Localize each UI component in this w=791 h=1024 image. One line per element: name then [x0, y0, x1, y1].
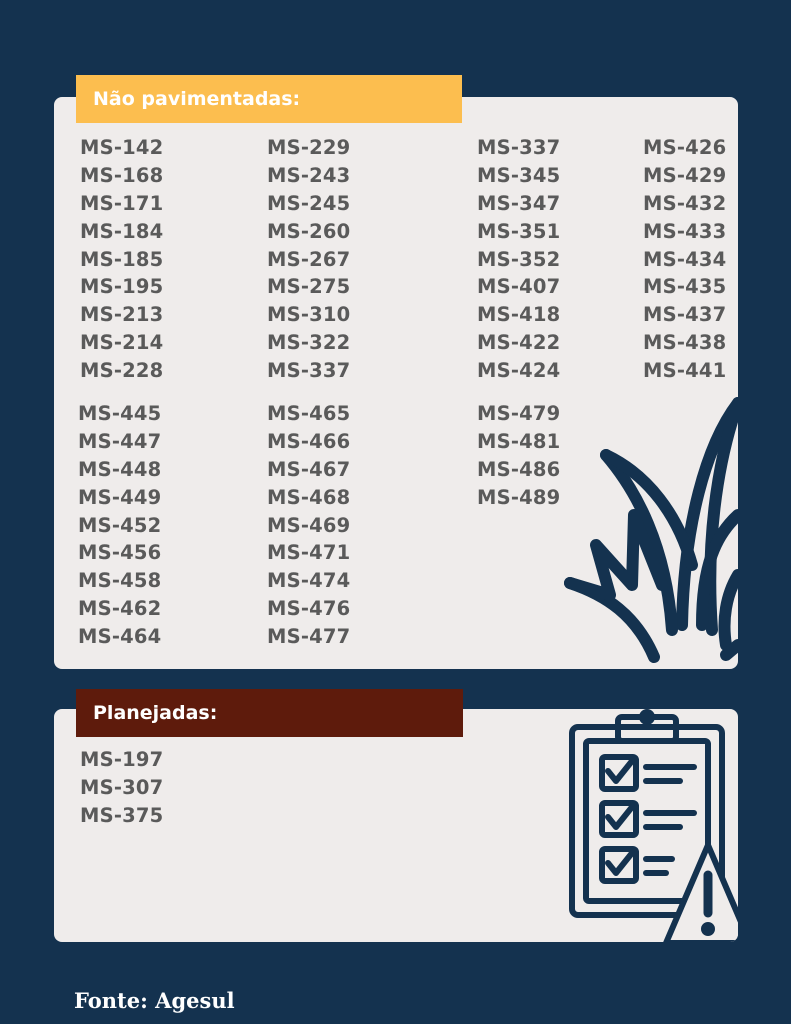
road-code: MS-437: [643, 303, 727, 327]
road-code: MS-467: [267, 457, 351, 481]
road-code: MS-471: [267, 541, 351, 565]
road-code: MS-337: [267, 359, 351, 383]
road-code: MS-197: [80, 748, 164, 771]
unpaved-column-2: [267, 134, 350, 385]
road-code: MS-426: [643, 136, 727, 159]
road-code: MS-434: [643, 247, 727, 271]
road-code: MS-462: [78, 597, 162, 621]
road-code: MS-418: [477, 303, 561, 327]
road-code: MS-275: [267, 275, 351, 299]
road-code: MS-422: [477, 331, 561, 355]
planned-roads-title: Planejadas:: [76, 689, 463, 737]
road-code: MS-447: [78, 429, 162, 453]
road-code: MS-375: [80, 803, 164, 827]
road-code: MS-456: [78, 541, 162, 565]
road-code: MS-474: [267, 569, 351, 593]
road-code: MS-213: [80, 303, 164, 327]
road-code: MS-481: [477, 429, 561, 453]
unpaved-column-3: [477, 134, 560, 385]
road-code: MS-347: [477, 191, 561, 215]
road-code: MS-468: [267, 485, 351, 509]
unpaved-column-7: [477, 400, 560, 512]
road-code: MS-228: [80, 359, 164, 383]
unpaved-column-1: [80, 134, 163, 385]
unpaved-column-6: [267, 400, 350, 651]
road-code: MS-407: [477, 275, 561, 299]
road-code: MS-260: [267, 219, 351, 243]
road-code: MS-184: [80, 219, 164, 243]
road-code: MS-448: [78, 457, 162, 481]
road-code: MS-489: [477, 485, 561, 509]
road-code: MS-229: [267, 136, 351, 159]
road-code: MS-432: [643, 191, 727, 215]
road-code: MS-352: [477, 247, 561, 271]
road-code: MS-185: [80, 247, 164, 271]
road-code: MS-142: [80, 136, 164, 159]
road-code: MS-464: [78, 625, 162, 649]
planned-column-1: [80, 746, 163, 830]
road-code: MS-429: [643, 163, 727, 187]
road-code: MS-267: [267, 247, 351, 271]
road-code: MS-477: [267, 625, 351, 649]
road-code: MS-445: [78, 402, 162, 425]
source-credit: Fonte: Agesul: [74, 988, 235, 1013]
road-code: MS-307: [80, 775, 164, 799]
road-code: MS-441: [643, 359, 727, 383]
road-code: MS-469: [267, 513, 351, 537]
road-code: MS-438: [643, 331, 727, 355]
unpaved-column-5: [78, 400, 161, 651]
road-code: MS-466: [267, 429, 351, 453]
road-code: MS-435: [643, 275, 727, 299]
road-code: MS-195: [80, 275, 164, 299]
road-code: MS-452: [78, 513, 162, 537]
road-code: MS-433: [643, 219, 727, 243]
road-code: MS-245: [267, 191, 351, 215]
road-code: MS-345: [477, 163, 561, 187]
road-code: MS-449: [78, 485, 162, 509]
road-code: MS-486: [477, 457, 561, 481]
road-code: MS-476: [267, 597, 351, 621]
unpaved-roads-title: Não pavimentadas:: [76, 75, 462, 123]
road-code: MS-424: [477, 359, 561, 383]
road-code: MS-214: [80, 331, 164, 355]
road-code: MS-322: [267, 331, 351, 355]
road-code: MS-243: [267, 163, 351, 187]
road-code: MS-465: [267, 402, 351, 425]
road-code: MS-171: [80, 191, 164, 215]
road-code: MS-479: [477, 402, 561, 425]
unpaved-column-4: [643, 134, 726, 385]
road-code: MS-168: [80, 163, 164, 187]
road-code: MS-310: [267, 303, 351, 327]
clipboard-checklist-warning-icon: [566, 709, 738, 942]
road-code: MS-458: [78, 569, 162, 593]
road-code: MS-351: [477, 219, 561, 243]
road-code: MS-337: [477, 136, 561, 159]
grass-icon: [566, 395, 738, 669]
